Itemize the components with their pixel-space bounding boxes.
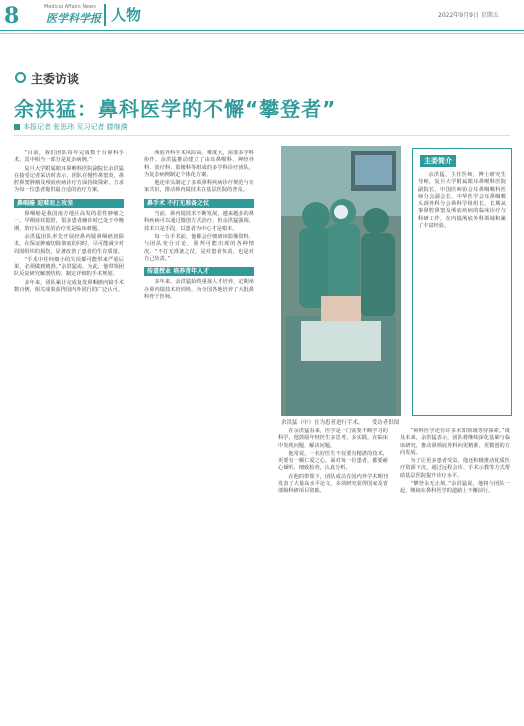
paragraph: “手术中任何细小的失误都可能带来严重后果，必须做到精准。”余洪猛说。为此，他带领团队反复研究解剖结构，制定详细的手术规划。 (14, 256, 124, 278)
subheading: 鼻咽癌 迎难而上攻坚 (14, 199, 124, 208)
paragraph: 颅底外科手术风险高、难度大，需要多学科协作。余洪猛推动建立了由耳鼻喉科、神经外科、放疗科、影像科等组成的多学科诊疗团队，为复杂病例制定个体化方案。 (144, 150, 254, 178)
section-title: 人物 (111, 6, 142, 24)
header-rule-secondary (0, 33, 524, 34)
surgery-photo (281, 146, 401, 416)
paragraph: 多年来，团队累计完成复发鼻咽癌内镜手术数百例，相关成果获得国内外同行的广泛认可。 (14, 279, 124, 294)
page-number: 8 (4, 3, 20, 29)
bio-title: 主委简介 (420, 155, 456, 167)
article-column-3 (278, 428, 388, 718)
paragraph: 他常说，一名好医生不仅要有精湛的技术，更要有一颗仁爱之心。面对每一位患者，都要耐心倾听，细致检查，认真分析。 (278, 450, 388, 472)
column-tag: 主委访谈 (31, 72, 80, 86)
paragraph: 为了让更多患者受益，他还积极推动优质医疗资源下沉，通过远程会诊、手术示教等方式帮助基层医院提升诊疗水平。 (400, 458, 510, 479)
section-divider (104, 4, 106, 26)
paragraph: 他还牵头制定了多项鼻科疾病诊疗规范与专家共识，推动鼻内镜技术在基层医院的普及。 (144, 180, 254, 194)
article-column-4 (400, 428, 510, 718)
surgery-photo-image (281, 146, 401, 416)
issue-date: 2022年9月9日 星期五 (438, 12, 499, 19)
publication-name-en: Medical Affairs News (44, 4, 96, 10)
header-rule (0, 30, 524, 31)
paragraph: 复旦大学附属眼耳鼻喉科医院副院长余洪猛在接受记者采访时表示，团队在慢性鼻窦炎、鼻腔鼻窦肿瘤及颅底疾病诊疗方面持续探索，力求为每一位患者提供最合适的治疗方案。 (14, 165, 124, 194)
subheading: 传道授业 培养青年人才 (144, 267, 254, 276)
bio-text (418, 172, 506, 230)
subheading: 鼻手术 不打无准备之仗 (144, 199, 254, 208)
article-byline: 本报记者 张思玮 见习记者 滕继濮 (23, 123, 128, 131)
photo-caption: 余洪猛（中）在为患者进行手术。 受访者供图 (281, 420, 400, 426)
paragraph: 多年来，余洪猛始终重视人才培养，定期举办鼻内镜技术培训班，为全国各地培养了大批鼻科骨干医师。 (144, 279, 254, 301)
column-tag-icon (15, 72, 26, 83)
paragraph: “攀登永无止境。”余洪猛说，他将与团队一起，继续在鼻科医学的道路上不懈前行。 (400, 481, 510, 495)
paragraph: 在他的带领下，团队成员在国内外学术期刊发表了大量高水平论文，多项研究获得国家及省部级科研项目资助。 (278, 473, 388, 495)
paragraph: “鼻科医学还有许多未知领域等待探索。”谈及未来，余洪猛表示，团队将继续深化基础与临床研究，推动鼻颅底外科向更精准、更微创的方向发展。 (400, 428, 510, 456)
bio-paragraph: 余洪猛，主任医师，博士研究生导师，复旦大学附属眼耳鼻喉科医院副院长，中国医师协会耳鼻咽喉科医师分会副会长、中华医学会耳鼻咽喉头颈外科分会鼻科学组组长。长期从事鼻腔鼻窦及颅底疾病的临床诊疗与科研工作，在内镜颅底外科领域积累了丰富经验。 (418, 172, 506, 230)
paragraph: 在余洪猛看来，医学是一门需要不断学习的科学。他鼓励年轻医生多思考、多实践，在临床中发现问题、解决问题。 (278, 428, 388, 449)
paragraph: 余洪猛团队率先开展经鼻内镜鼻咽癌切除术，在保证肿瘤切除彻底的同时，尽可能减少对周围组织的损伤，显著改善了患者的生存质量。 (14, 233, 124, 255)
byline-marker-icon (14, 124, 20, 130)
byline-rule (14, 135, 510, 136)
publication-name: 医学科学报 (46, 12, 101, 25)
paragraph: 每一台手术前，他都会仔细研读影像资料，与团队充分讨论，预判可能出现的各种情况。“不打无准备之仗，是对患者负责，也是对自己负责。” (144, 233, 254, 262)
article-column-1 (14, 150, 124, 720)
paragraph: 当前，鼻内镜技术不断发展，越来越多的鼻科疾病可以通过微创方式治疗。但余洪猛强调，技术只是手段，以患者为中心才是根本。 (144, 211, 254, 232)
paragraph: “目前，我们团队每年完成数千台鼻科手术，其中相当一部分是复杂病例。” (14, 150, 124, 164)
article-column-2 (144, 150, 254, 720)
paragraph: 鼻咽癌是我国南方地区高发的恶性肿瘤之一。早期症状隐匿，很多患者确诊时已处于中晚期，放疗后复发的治疗更是临床难题。 (14, 211, 124, 232)
article-headline: 余洪猛：鼻科医学的不懈“攀登者” (14, 97, 337, 121)
